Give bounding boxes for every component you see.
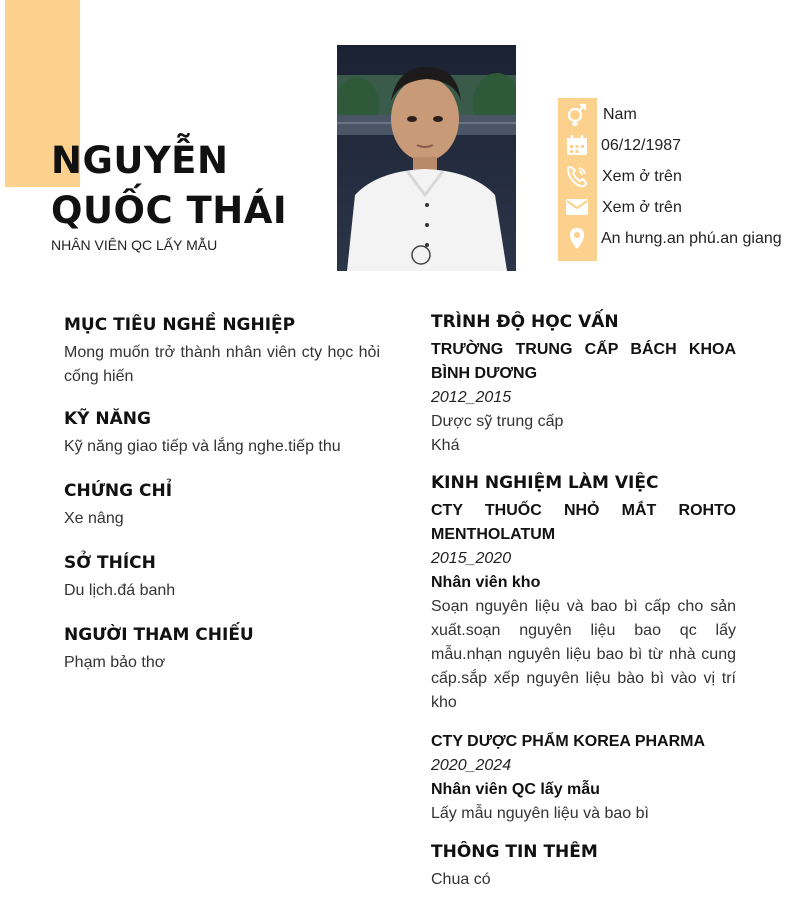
birthday-text: 06/12/1987 (601, 137, 682, 154)
job-description: Soạn nguyên liệu và bao bì cấp cho sản xuất.soạn nguyên liệu bao qc lấy mẫu.nhạn nguyên liệu bao bì từ nhà cung cấp.sắp xếp nguyên liệu bào bì vào vị trí kho (431, 598, 736, 711)
location-icon (565, 226, 589, 250)
skills-text: Kỹ năng giao tiếp và lắng nghe.tiếp thu (64, 438, 341, 455)
education-title: TRÌNH ĐỘ HỌC VẤN (431, 312, 619, 332)
email-icon (565, 195, 589, 219)
job-item (431, 499, 736, 715)
education-period: 2012_2015 (431, 389, 512, 406)
gender-icon (565, 102, 589, 126)
certs-text: Xe nâng (64, 510, 124, 527)
skills-title: KỸ NĂNG (64, 409, 151, 429)
extra-text: Chua có (431, 871, 491, 888)
candidate-name: NGUYỄN QUỐC THÁI (51, 139, 288, 232)
job-period: 2015_2020 (431, 550, 512, 567)
contact-icon-strip (558, 98, 597, 261)
gender-text: Nam (603, 106, 637, 123)
job-position: Nhân viên kho (431, 574, 541, 591)
phone-text: Xem ở trên (602, 168, 682, 185)
hobbies-title: SỞ THÍCH (64, 553, 156, 573)
candidate-role: NHÂN VIÊN QC LẤY MẪU (51, 237, 218, 253)
objective-text: Mong muốn trở thành nhân viên cty học hỏi cống hiến (64, 344, 380, 385)
right-column (431, 312, 736, 892)
job-description: Lấy mẫu nguyên liệu và bao bì (431, 805, 649, 822)
job-position: Nhân viên QC lấy mẫu (431, 781, 600, 798)
job-company: CTY THUỐC NHỎ MẮT ROHTO MENTHOLATUM (431, 502, 736, 543)
left-column (64, 315, 380, 675)
job-item (431, 730, 736, 826)
email-text: Xem ở trên (602, 199, 682, 216)
reference-text: Phạm bảo thơ (64, 654, 166, 671)
extra-title: THÔNG TIN THÊM (431, 842, 598, 862)
calendar-icon (565, 133, 589, 157)
profile-photo (337, 45, 516, 271)
certs-title: CHỨNG CHỈ (64, 481, 173, 501)
objective-title: MỤC TIÊU NGHỀ NGHIỆP (64, 315, 296, 335)
job-period: 2020_2024 (431, 757, 512, 774)
experience-title: KINH NGHIỆM LÀM VIỆC (431, 473, 659, 493)
hobbies-text: Du lịch.đá banh (64, 582, 176, 599)
address-text: An hưng.an phú.an giang (601, 230, 782, 247)
education-major: Dược sỹ trung cấp (431, 413, 564, 430)
education-grade: Khá (431, 437, 460, 454)
reference-title: NGƯỜI THAM CHIẾU (64, 625, 254, 645)
school-name: TRƯỜNG TRUNG CẤP BÁCH KHOA BÌNH DƯƠNG (431, 341, 736, 382)
job-company: CTY DƯỢC PHẨM KOREA PHARMA (431, 733, 706, 750)
phone-icon (565, 164, 589, 188)
